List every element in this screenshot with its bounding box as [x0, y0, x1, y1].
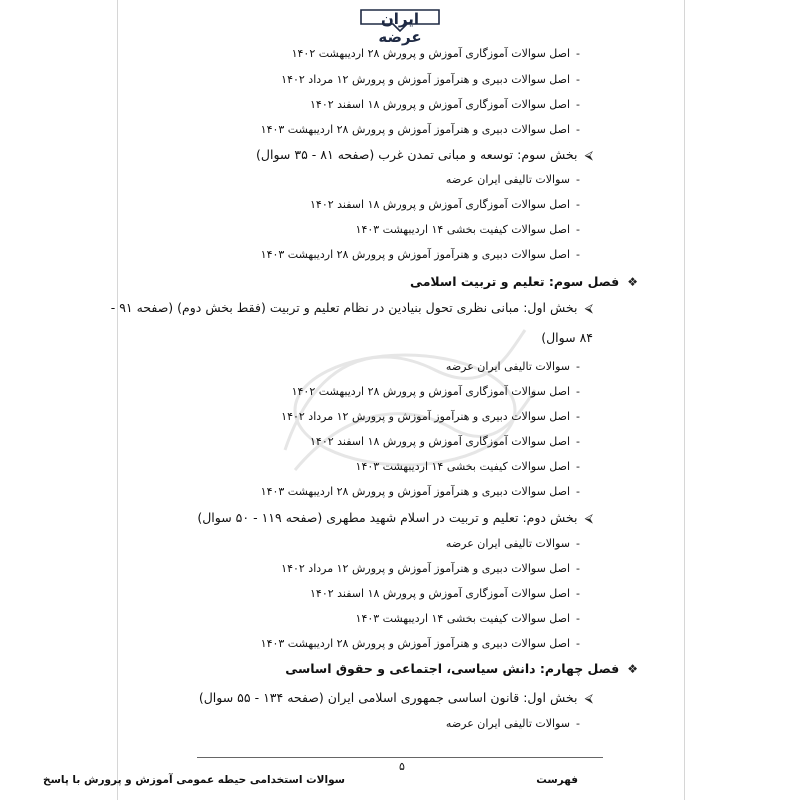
diamond-bullet-icon: ❖: [627, 275, 638, 289]
dash-bullet-icon: -: [576, 410, 580, 423]
dash-bullet-icon: -: [576, 173, 580, 186]
dash-bullet-icon: -: [576, 47, 580, 60]
dash-bullet-icon: -: [576, 98, 580, 111]
toc-text: بخش دوم: تعلیم و تربیت در اسلام شهید مطهری (صفحه ۱۱۹ - ۵۰ سوال): [197, 510, 578, 525]
toc-text: اصل سوالات دبیری و هنرآموز آموزش و پرورش ۱۲ مرداد ۱۴۰۲: [281, 410, 571, 423]
toc-section: [256, 145, 593, 165]
dash-bullet-icon: -: [576, 460, 580, 473]
toc-item: [310, 584, 580, 604]
toc-item: [446, 534, 580, 554]
toc-item: [356, 457, 580, 477]
dash-bullet-icon: -: [576, 637, 580, 650]
toc-item: [446, 714, 580, 734]
diamond-bullet-icon: ❖: [627, 662, 638, 676]
toc-item: [261, 634, 580, 654]
toc-chapter: [285, 659, 638, 679]
toc-text: اصل سوالات آموزگاری آموزش و پرورش ۱۸ اسفند ۱۴۰۲: [310, 435, 571, 448]
dash-bullet-icon: -: [576, 562, 580, 575]
toc-text: اصل سوالات دبیری و هنرآموز آموزش و پرورش ۲۸ اردیبهشت ۱۴۰۳: [260, 248, 571, 261]
toc-text: بخش اول: مبانی نظری تحول بنیادین در نظام تعلیم و تربیت (فقط بخش دوم) (صفحه ۹۱ -: [110, 300, 578, 315]
toc-item: [261, 482, 580, 502]
dash-bullet-icon: -: [576, 360, 580, 373]
dash-bullet-icon: -: [576, 73, 580, 86]
toc-item: [292, 382, 580, 402]
page-number: ۵: [399, 760, 405, 773]
toc-item: [310, 195, 580, 215]
toc-text: اصل سوالات آموزگاری آموزش و پرورش ۱۸ اسفند ۱۴۰۲: [310, 98, 571, 111]
toc-item: [281, 70, 580, 90]
toc-text: اصل سوالات دبیری و هنرآموز آموزش و پرورش ۲۸ اردیبهشت ۱۴۰۳: [260, 485, 571, 498]
toc-text: سوالات تالیفی ایران عرضه: [445, 173, 571, 186]
toc-chapter: [410, 272, 638, 292]
toc-text: سوالات تالیفی ایران عرضه: [445, 537, 571, 550]
dash-bullet-icon: -: [576, 385, 580, 398]
dash-bullet-icon: -: [576, 123, 580, 136]
toc-section: [199, 688, 593, 708]
footer-book-title: سوالات استخدامی حیطه عمومی آموزش و پرورش با پاسخ: [43, 774, 345, 786]
toc-item: [261, 120, 580, 140]
dash-bullet-icon: -: [576, 612, 580, 625]
arrow-bullet-icon: ⮘: [584, 301, 593, 315]
toc-text: ۸۴ سوال): [541, 330, 593, 345]
toc-text: اصل سوالات آموزگاری آموزش و پرورش ۲۸ اردیبهشت ۱۴۰۲: [291, 47, 571, 60]
toc-text: اصل سوالات کیفیت بخشی ۱۴ اردیبهشت ۱۴۰۳: [355, 612, 571, 625]
arrow-bullet-icon: ⮘: [584, 511, 593, 525]
toc-item: [281, 407, 580, 427]
toc-text: اصل سوالات کیفیت بخشی ۱۴ اردیبهشت ۱۴۰۳: [355, 223, 571, 236]
dash-bullet-icon: -: [576, 198, 580, 211]
toc-item: [261, 245, 580, 265]
toc-text: بخش سوم: توسعه و مبانی تمدن غرب (صفحه ۸۱ - ۳۵ سوال): [256, 147, 578, 162]
footer-divider: [197, 757, 603, 758]
toc-item: [356, 220, 580, 240]
toc-section: [197, 508, 593, 528]
toc-text: سوالات تالیفی ایران عرضه: [445, 360, 571, 373]
toc-item: [446, 170, 580, 190]
dash-bullet-icon: -: [576, 223, 580, 236]
toc-text: اصل سوالات دبیری و هنرآموز آموزش و پرورش ۲۸ اردیبهشت ۱۴۰۳: [260, 637, 571, 650]
toc-text: بخش اول: قانون اساسی جمهوری اسلامی ایران (صفحه ۱۳۴ - ۵۵ سوال): [198, 690, 578, 705]
toc-text: اصل سوالات آموزگاری آموزش و پرورش ۱۸ اسفند ۱۴۰۲: [310, 198, 571, 211]
toc-item: [356, 609, 580, 629]
toc-item: [446, 357, 580, 377]
dash-bullet-icon: -: [576, 537, 580, 550]
toc-text: اصل سوالات دبیری و هنرآموز آموزش و پرورش ۱۲ مرداد ۱۴۰۲: [281, 562, 571, 575]
footer-section-title: فهرست: [536, 774, 578, 786]
logo-text: ایران عرضه: [378, 10, 422, 46]
toc-text: سوالات تالیفی ایران عرضه: [445, 717, 571, 730]
toc-text: اصل سوالات دبیری و هنرآموز آموزش و پرورش ۱۲ مرداد ۱۴۰۲: [281, 73, 571, 86]
toc-item: [310, 432, 580, 452]
dash-bullet-icon: -: [576, 587, 580, 600]
toc-text: فصل سوم: تعلیم و تربیت اسلامی: [410, 274, 620, 289]
toc-text: اصل سوالات کیفیت بخشی ۱۴ اردیبهشت ۱۴۰۳: [355, 460, 571, 473]
toc-continuation: [541, 328, 593, 348]
toc-item: [310, 95, 580, 115]
toc-text: اصل سوالات آموزگاری آموزش و پرورش ۲۸ اردیبهشت ۱۴۰۲: [291, 385, 571, 398]
toc-item: [292, 44, 580, 64]
dash-bullet-icon: -: [576, 485, 580, 498]
toc-section: [111, 298, 593, 318]
dash-bullet-icon: -: [576, 248, 580, 261]
arrow-bullet-icon: ⮘: [584, 148, 593, 162]
dash-bullet-icon: -: [576, 717, 580, 730]
arrow-bullet-icon: ⮘: [584, 691, 593, 705]
toc-text: فصل چهارم: دانش سیاسی، اجتماعی و حقوق اساسی: [285, 661, 620, 676]
toc-item: [281, 559, 580, 579]
toc-text: اصل سوالات آموزگاری آموزش و پرورش ۱۸ اسفند ۱۴۰۲: [310, 587, 571, 600]
dash-bullet-icon: -: [576, 435, 580, 448]
toc-text: اصل سوالات دبیری و هنرآموز آموزش و پرورش ۲۸ اردیبهشت ۱۴۰۳: [260, 123, 571, 136]
site-logo: [357, 8, 443, 46]
